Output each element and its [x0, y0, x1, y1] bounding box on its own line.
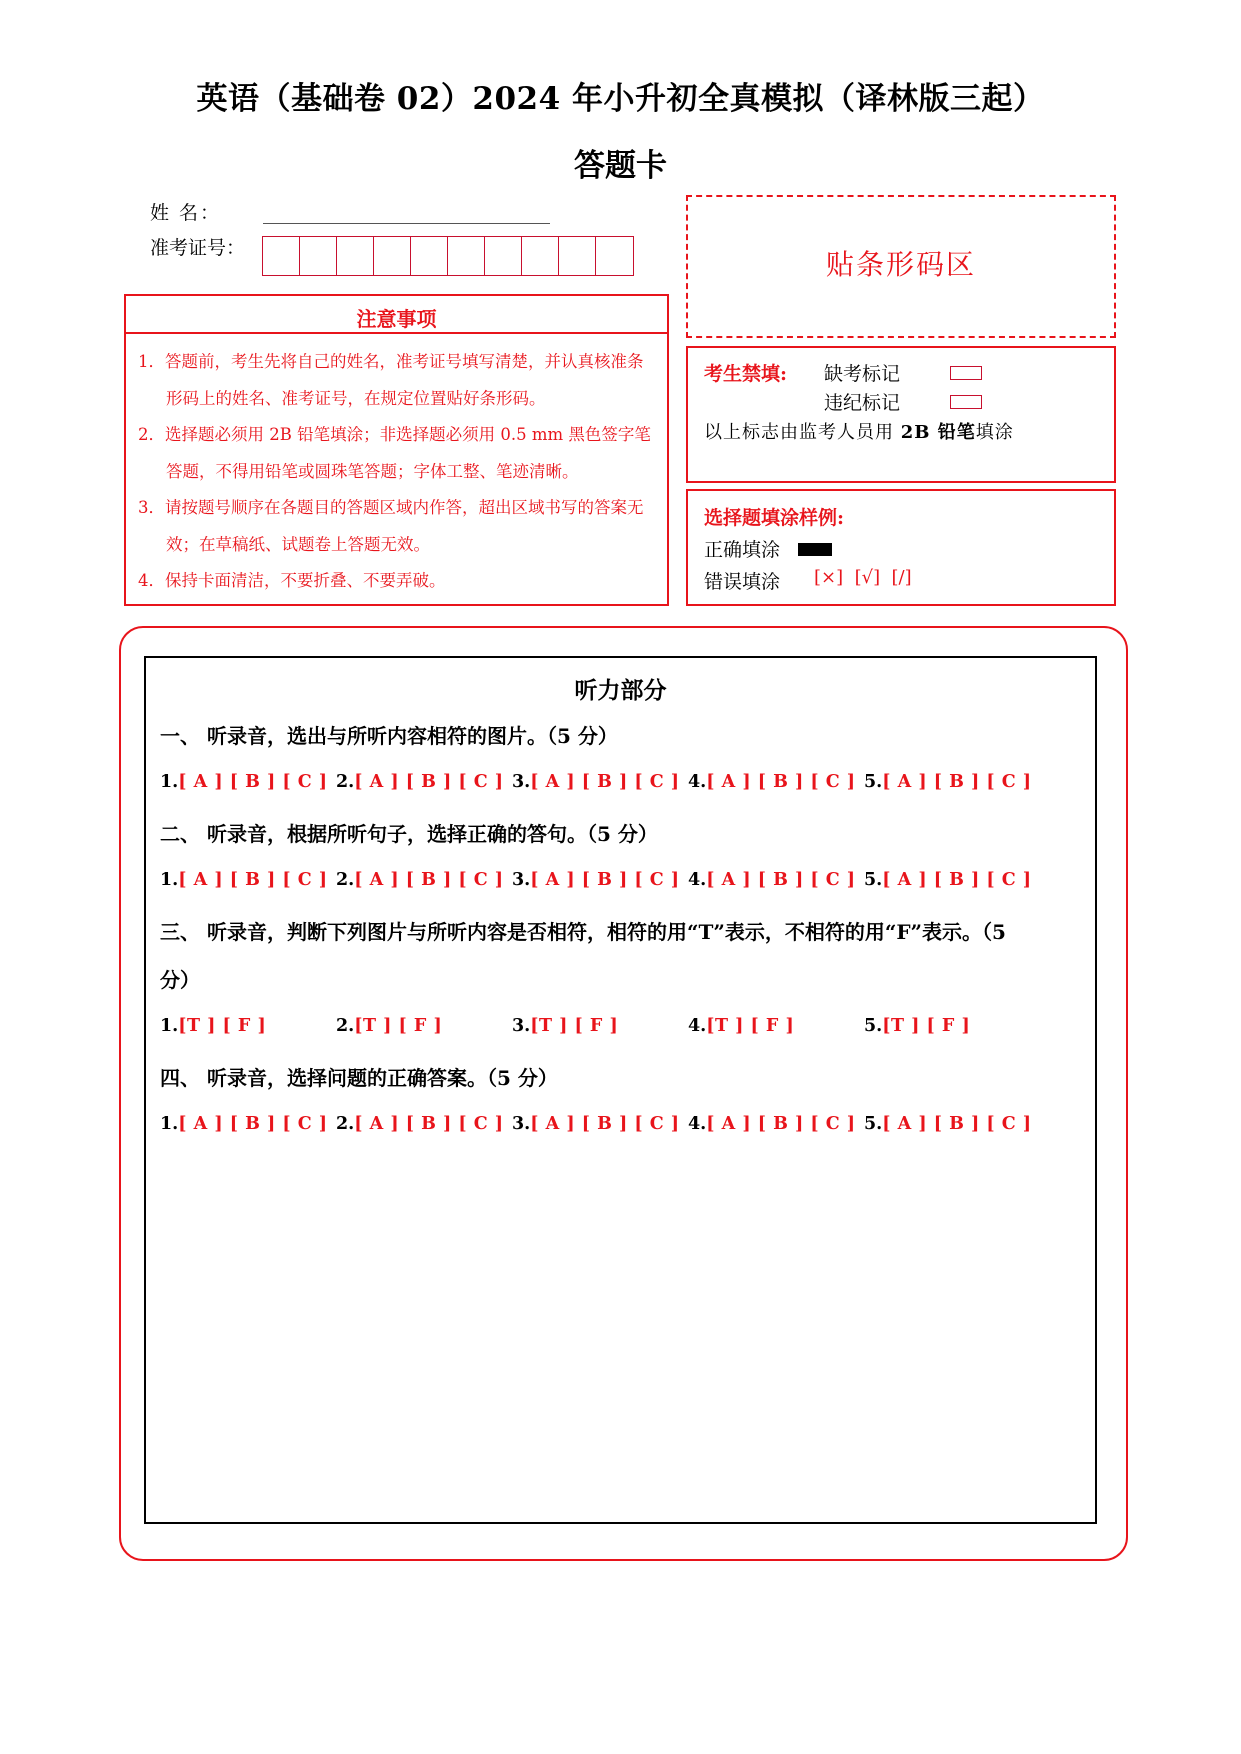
id-digit-box[interactable] [263, 237, 300, 275]
question-item[interactable]: 2.[ A ] [ B ] [ C ] [336, 870, 504, 890]
question-item[interactable]: 3.[ A ] [ B ] [ C ] [512, 870, 680, 890]
notice-box [124, 294, 669, 606]
notice-list [126, 334, 667, 600]
notice-item: 1．答题前，考生先将自己的姓名，准考证号填写清楚，并认真核准条形码上的姓名、准考证号，在规定位置贴好条形码。 [138, 352, 644, 408]
notice-item: 4．保持卡面清洁，不要折叠、不要弄破。 [138, 571, 446, 590]
id-digit-box[interactable] [448, 237, 485, 275]
question-item[interactable]: 2.[T ] [ F ] [336, 1016, 443, 1036]
question-item[interactable]: 5.[ A ] [ B ] [ C ] [864, 772, 1032, 792]
name-field[interactable] [263, 223, 550, 224]
id-digit-box[interactable] [559, 237, 596, 275]
barcode-label: 贴条形码区 [825, 248, 976, 281]
violation-label: 违纪标记 [824, 392, 901, 414]
question-item[interactable]: 1.[T ] [ F ] [160, 1016, 267, 1036]
proctor-note [704, 418, 1014, 444]
wrong-fill-samples: [×] [√] [/] [814, 567, 912, 588]
proctor-note-prefix: 以上标志由监考人员用 [704, 422, 894, 443]
id-digit-box[interactable] [337, 237, 374, 275]
listening-section [144, 656, 1097, 1524]
correct-fill-label: 正确填涂 [704, 539, 781, 561]
question-item[interactable]: 1.[ A ] [ B ] [ C ] [160, 772, 328, 792]
id-digit-box[interactable] [300, 237, 337, 275]
absent-mark-box[interactable] [950, 362, 982, 381]
section-4-answers [160, 1114, 1095, 1134]
id-digit-box[interactable] [485, 237, 522, 275]
question-item[interactable]: 4.[ A ] [ B ] [ C ] [688, 1114, 856, 1134]
section-3-answers [160, 1016, 1095, 1036]
section-2-answers [160, 870, 1095, 890]
question-item[interactable]: 1.[ A ] [ B ] [ C ] [160, 870, 328, 890]
exam-id-boxes[interactable] [262, 236, 634, 276]
question-item[interactable]: 5.[ A ] [ B ] [ C ] [864, 870, 1032, 890]
page-subtitle: 答题卡 [574, 148, 667, 184]
fill-example-box [686, 489, 1116, 606]
question-item[interactable]: 4.[ A ] [ B ] [ C ] [688, 870, 856, 890]
correct-fill-sample [798, 539, 832, 558]
listening-title: 听力部分 [574, 677, 667, 704]
section-1-answers [160, 772, 1095, 792]
violation-mark-box[interactable] [950, 391, 982, 410]
question-item[interactable]: 5.[T ] [ F ] [864, 1016, 971, 1036]
question-item[interactable]: 4.[T ] [ F ] [688, 1016, 795, 1036]
proctor-note-suffix: 填涂 [975, 422, 1014, 443]
proctor-note-bold: 2B 铅笔 [900, 422, 976, 443]
notice-title: 注意事项 [126, 296, 667, 334]
id-digit-box[interactable] [411, 237, 448, 275]
id-digit-box[interactable] [522, 237, 559, 275]
section-1-heading: 一、 听录音，选出与所听内容相符的图片。（5 分） [160, 724, 618, 748]
barcode-area [686, 195, 1116, 338]
page-title: 英语（基础卷 02）2024 年小升初全真模拟（译林版三起） [196, 81, 1045, 117]
question-item[interactable]: 2.[ A ] [ B ] [ C ] [336, 1114, 504, 1134]
section-3-heading-cont: 分） [160, 968, 200, 992]
question-item[interactable]: 3.[ A ] [ B ] [ C ] [512, 1114, 680, 1134]
notice-item: 3．请按题号顺序在各题目的答题区域内作答，超出区域书写的答案无效；在草稿纸、试题卷上答题无效。 [138, 498, 644, 554]
id-digit-box[interactable] [374, 237, 411, 275]
wrong-fill-label: 错误填涂 [704, 571, 781, 593]
notice-item: 2．选择题必须用 2B 铅笔填涂；非选择题必须用 0.5 mm 黑色签字笔答题，不得用铅笔或圆珠笔答题；字体工整、笔迹清晰。 [138, 425, 651, 481]
fill-example-title: 选择题填涂样例: [704, 507, 845, 529]
question-item[interactable]: 4.[ A ] [ B ] [ C ] [688, 772, 856, 792]
section-3-heading: 三、 听录音，判断下列图片与所听内容是否相符，相符的用“T”表示，不相符的用“F”表示。（5 [160, 920, 1006, 944]
name-label: 姓 名： [150, 202, 222, 224]
id-label: 准考证号： [150, 237, 246, 259]
question-item[interactable]: 3.[T ] [ F ] [512, 1016, 619, 1036]
section-2-heading: 二、 听录音，根据所听句子，选择正确的答句。（5 分） [160, 822, 658, 846]
question-item[interactable]: 1.[ A ] [ B ] [ C ] [160, 1114, 328, 1134]
proctor-box [686, 346, 1116, 483]
proctor-label: 考生禁填: [704, 363, 788, 385]
id-digit-box[interactable] [596, 237, 633, 275]
question-item[interactable]: 3.[ A ] [ B ] [ C ] [512, 772, 680, 792]
section-4-heading: 四、 听录音，选择问题的正确答案。（5 分） [160, 1066, 558, 1090]
question-item[interactable]: 5.[ A ] [ B ] [ C ] [864, 1114, 1032, 1134]
absent-label: 缺考标记 [824, 363, 901, 385]
question-item[interactable]: 2.[ A ] [ B ] [ C ] [336, 772, 504, 792]
